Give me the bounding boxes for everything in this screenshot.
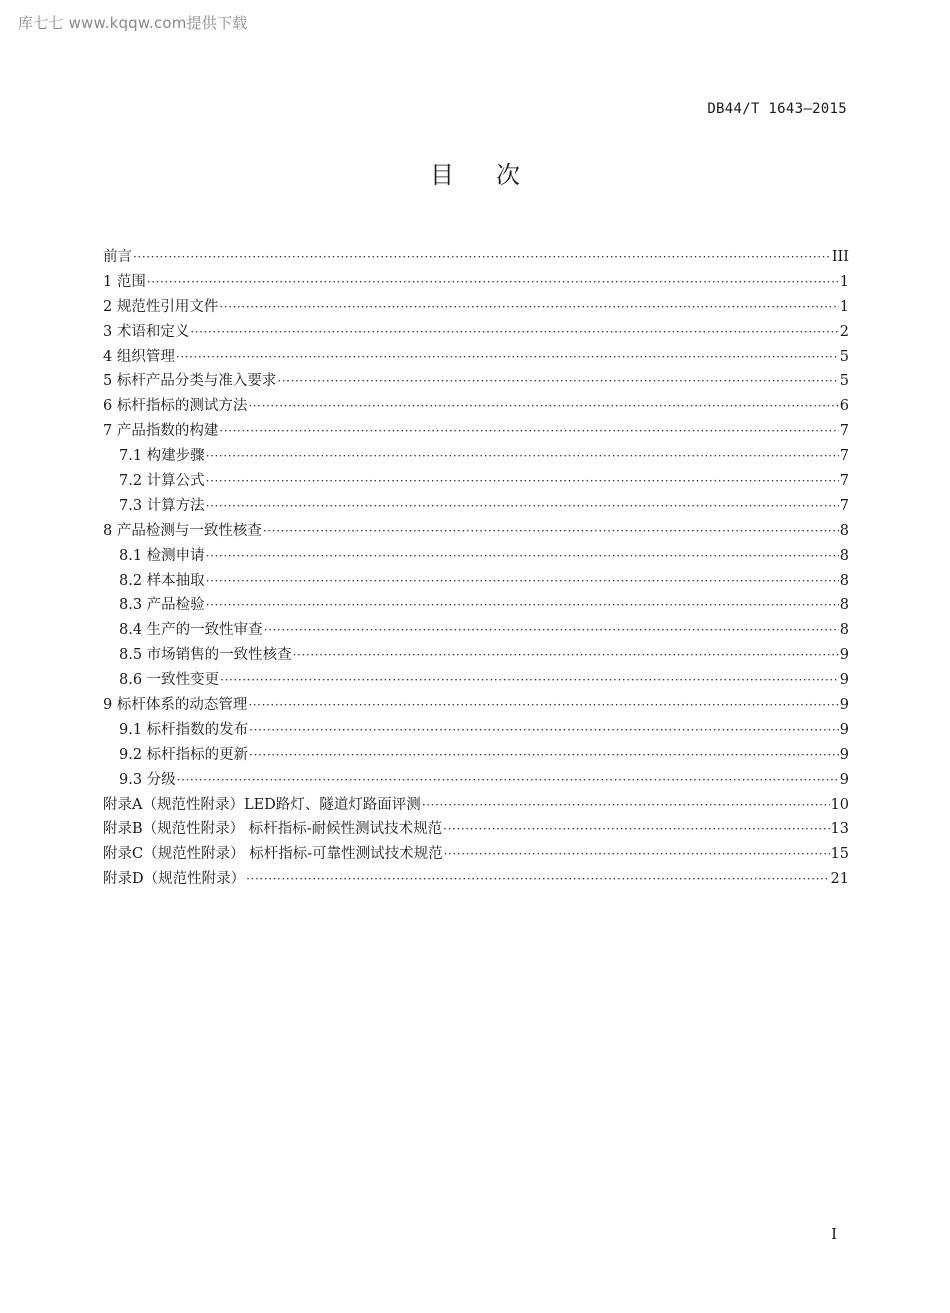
toc-entry-label: 附录A（规范性附录）LED路灯、隧道灯路面评测 <box>103 796 421 813</box>
toc-entry-page: 8 <box>839 547 849 564</box>
toc-entry-page: 5 <box>839 373 849 390</box>
toc-dot-leader <box>248 693 838 718</box>
toc-entry[interactable] <box>103 369 849 394</box>
toc-dot-leader <box>444 842 830 867</box>
toc-entry-page: 8 <box>839 572 849 589</box>
toc-entry-page: 6 <box>839 398 849 415</box>
toc-dot-leader <box>443 817 829 842</box>
toc-entry-label: 前言 <box>103 249 132 265</box>
toc-entry-page: 7 <box>839 473 849 490</box>
toc-entry-page: 21 <box>830 871 849 888</box>
toc-entry[interactable] <box>103 519 849 544</box>
toc-dot-leader <box>263 519 839 544</box>
toc-entry-label: 2 规范性引用文件 <box>103 298 219 315</box>
toc-dot-leader <box>248 394 838 419</box>
toc-entry-label: 8.1 检测申请 <box>119 547 205 564</box>
toc-entry-page: 7 <box>839 423 849 440</box>
toc-entry-page: 1 <box>839 298 849 315</box>
toc-dot-leader <box>219 295 838 320</box>
toc-entry[interactable] <box>103 444 849 469</box>
toc-dot-leader <box>206 593 839 618</box>
toc-entry-label: 6 标杆指标的测试方法 <box>103 398 248 415</box>
toc-entry-page: 5 <box>839 348 849 365</box>
toc-dot-leader <box>176 345 839 370</box>
toc-dot-leader <box>133 245 831 270</box>
toc-entry-label: 9.1 标杆指数的发布 <box>119 721 249 738</box>
toc-entry[interactable] <box>103 867 849 892</box>
toc-entry-page: 15 <box>830 846 849 863</box>
toc-dot-leader <box>206 494 839 519</box>
toc-entry-label: 1 范围 <box>103 273 146 290</box>
toc-entry-page: 1 <box>839 273 849 290</box>
toc-entry-label: 9 标杆体系的动态管理 <box>103 697 248 714</box>
toc-entry-label: 8.4 生产的一致性审查 <box>119 622 263 639</box>
toc-entry[interactable] <box>103 419 849 444</box>
toc-entry-page: 9 <box>839 672 849 689</box>
toc-entry-label: 4 组织管理 <box>103 348 175 365</box>
toc-entry[interactable] <box>103 494 849 519</box>
toc-entry[interactable] <box>103 593 849 618</box>
toc-entry[interactable] <box>103 743 849 768</box>
toc-entry-label: 9.2 标杆指标的更新 <box>119 746 249 763</box>
toc-entry-page: 8 <box>839 597 849 614</box>
toc-entry-label: 8 产品检测与一致性核查 <box>103 522 262 539</box>
toc-entry-label: 7.3 计算方法 <box>119 497 205 514</box>
toc-entry-page: 2 <box>839 323 849 340</box>
toc-dot-leader <box>147 270 839 295</box>
page-title: 目次 <box>430 161 562 189</box>
toc-dot-leader <box>206 469 839 494</box>
toc-entry-page: III <box>831 249 849 265</box>
toc-dot-leader <box>190 320 838 345</box>
toc-entry[interactable] <box>103 618 849 643</box>
toc-entry-page: 8 <box>839 622 849 639</box>
toc-entry-page: 7 <box>839 448 849 465</box>
toc-dot-leader <box>249 718 839 743</box>
toc-entry-page: 13 <box>830 821 849 838</box>
watermark-text: 库七七 www.kqqw.com提供下载 <box>18 14 248 32</box>
toc-entry[interactable] <box>103 569 849 594</box>
table-of-contents <box>103 245 849 892</box>
toc-dot-leader <box>422 793 830 818</box>
toc-dot-leader <box>293 643 839 668</box>
toc-entry[interactable] <box>103 320 849 345</box>
toc-entry[interactable] <box>103 693 849 718</box>
toc-dot-leader <box>246 867 829 892</box>
toc-entry[interactable] <box>103 469 849 494</box>
toc-entry-label: 7 产品指数的构建 <box>103 423 219 440</box>
toc-entry-label: 7.1 构建步骤 <box>119 448 205 465</box>
toc-entry[interactable] <box>103 668 849 693</box>
toc-entry[interactable] <box>103 295 849 320</box>
toc-entry[interactable] <box>103 768 849 793</box>
toc-entry[interactable] <box>103 842 849 867</box>
toc-entry-label: 附录B（规范性附录） 标杆指标-耐候性测试技术规范 <box>103 821 443 838</box>
toc-entry-label: 附录C（规范性附录） 标杆指标-可靠性测试技术规范 <box>103 846 443 863</box>
toc-entry-page: 10 <box>830 796 849 813</box>
toc-entry-label: 7.2 计算公式 <box>119 473 205 490</box>
toc-dot-leader <box>220 668 839 693</box>
toc-entry-label: 3 术语和定义 <box>103 323 190 340</box>
toc-entry-label: 5 标杆产品分类与准入要求 <box>103 373 277 390</box>
toc-dot-leader <box>219 419 838 444</box>
toc-entry[interactable] <box>103 394 849 419</box>
toc-entry[interactable] <box>103 345 849 370</box>
toc-entry-page: 7 <box>839 497 849 514</box>
toc-entry-page: 9 <box>839 647 849 664</box>
toc-dot-leader <box>206 444 839 469</box>
document-code: DB44/T 1643—2015 <box>707 101 847 117</box>
toc-entry-page: 9 <box>839 771 849 788</box>
toc-dot-leader <box>249 743 839 768</box>
toc-entry[interactable] <box>103 643 849 668</box>
toc-entry[interactable] <box>103 270 849 295</box>
toc-entry[interactable] <box>103 793 849 818</box>
toc-dot-leader <box>206 569 839 594</box>
toc-dot-leader <box>277 369 838 394</box>
toc-entry-page: 9 <box>839 746 849 763</box>
toc-dot-leader <box>264 618 839 643</box>
toc-entry-label: 8.6 一致性变更 <box>119 672 220 689</box>
toc-entry-page: 9 <box>839 721 849 738</box>
toc-entry[interactable] <box>103 817 849 842</box>
page-number: I <box>831 1225 837 1243</box>
toc-entry-label: 9.3 分级 <box>119 771 176 788</box>
toc-entry-label: 8.5 市场销售的一致性核查 <box>119 647 292 664</box>
toc-entry[interactable] <box>103 718 849 743</box>
toc-entry-page: 9 <box>839 697 849 714</box>
toc-entry-label: 附录D（规范性附录） <box>103 871 246 888</box>
toc-entry-label: 8.2 样本抽取 <box>119 572 205 589</box>
toc-entry-label: 8.3 产品检验 <box>119 597 205 614</box>
toc-entry[interactable] <box>103 544 849 569</box>
toc-dot-leader <box>206 544 839 569</box>
toc-dot-leader <box>177 768 839 793</box>
toc-entry-page: 8 <box>839 522 849 539</box>
toc-entry[interactable] <box>103 245 849 270</box>
